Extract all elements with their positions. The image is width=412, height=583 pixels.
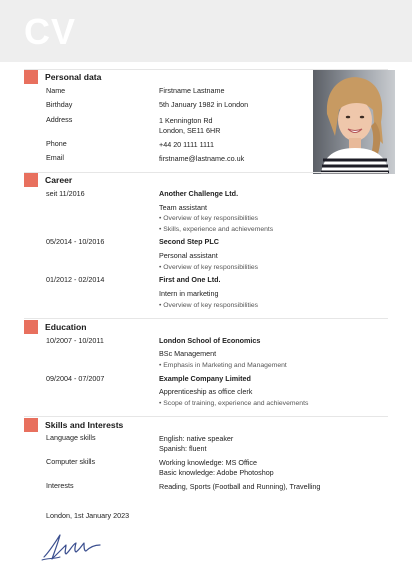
personal-label-email: Email bbox=[46, 153, 64, 162]
personal-value-address-line1: 1 Kennington Rd bbox=[159, 116, 213, 125]
personal-label-address: Address bbox=[46, 115, 73, 124]
section-title-education: Education bbox=[45, 322, 87, 332]
skills-label-interests: Interests bbox=[46, 481, 74, 490]
skills-label-language: Language skills bbox=[46, 433, 96, 442]
career-company: Another Challenge Ltd. bbox=[159, 189, 239, 198]
skills-value-language: Spanish: fluent bbox=[159, 444, 207, 453]
career-role: Intern in marketing bbox=[159, 289, 219, 298]
section-title-career: Career bbox=[45, 175, 73, 185]
career-date: 05/2014 - 10/2016 bbox=[46, 237, 105, 246]
career-bullet: • Overview of key responsibilities bbox=[159, 264, 259, 271]
personal-label-name: Name bbox=[46, 86, 66, 95]
personal-value-name: Firstname Lastname bbox=[159, 86, 225, 95]
education-date: 09/2004 - 07/2007 bbox=[46, 374, 105, 383]
education-date: 10/2007 - 10/2011 bbox=[46, 336, 104, 345]
skills-value-language: English: native speaker bbox=[159, 434, 234, 443]
section-title-skills: Skills and Interests bbox=[45, 420, 124, 430]
career-date: 01/2012 - 02/2014 bbox=[46, 275, 105, 284]
career-company: Second Step PLC bbox=[159, 237, 219, 246]
section-divider bbox=[24, 172, 388, 173]
personal-label-phone: Phone bbox=[46, 139, 67, 148]
cv-title: CV bbox=[24, 11, 77, 52]
education-bullet: • Scope of training, experience and achievements bbox=[159, 400, 309, 407]
career-role: Team assistant bbox=[159, 203, 207, 212]
section-divider bbox=[24, 318, 388, 319]
personal-value-email: firstname@lastname.co.uk bbox=[159, 154, 245, 163]
career-date: seit 11/2016 bbox=[46, 189, 85, 198]
section-title-personal: Personal data bbox=[45, 72, 102, 82]
career-bullet: • Overview of key responsibilities bbox=[159, 215, 259, 222]
skills-value-computer: Working knowledge: MS Office bbox=[159, 458, 258, 467]
section-divider bbox=[24, 416, 388, 417]
personal-value-address-line2: London, SE11 6HR bbox=[159, 126, 221, 135]
personal-value-birthday: 5th January 1982 in London bbox=[159, 100, 249, 109]
place-date: London, 1st January 2023 bbox=[46, 511, 130, 520]
profile-photo bbox=[313, 70, 395, 174]
education-degree: Apprenticeship as office clerk bbox=[159, 387, 253, 396]
career-role: Personal assistant bbox=[159, 251, 218, 260]
career-bullet: • Overview of key responsibilities bbox=[159, 302, 259, 309]
skills-label-computer: Computer skills bbox=[46, 457, 96, 466]
skills-value-interests: Reading, Sports (Football and Running), Travelling bbox=[159, 482, 321, 491]
education-institution: London School of Economics bbox=[159, 336, 261, 345]
section-marker-career bbox=[24, 173, 38, 187]
signature-image bbox=[40, 527, 104, 563]
career-bullet: • Skills, experience and achievements bbox=[159, 226, 274, 233]
personal-value-phone: +44 20 1111 1111 bbox=[159, 140, 214, 149]
section-marker-personal bbox=[24, 70, 38, 84]
skills-value-computer: Basic knowledge: Adobe Photoshop bbox=[159, 468, 274, 477]
section-marker-education bbox=[24, 320, 38, 334]
education-degree: BSc Management bbox=[159, 349, 217, 358]
personal-label-birthday: Birthday bbox=[46, 100, 73, 109]
education-institution: Example Company Limited bbox=[159, 374, 251, 383]
career-company: First and One Ltd. bbox=[159, 275, 221, 284]
section-marker-skills bbox=[24, 418, 38, 432]
education-bullet: • Emphasis in Marketing and Management bbox=[159, 362, 287, 369]
